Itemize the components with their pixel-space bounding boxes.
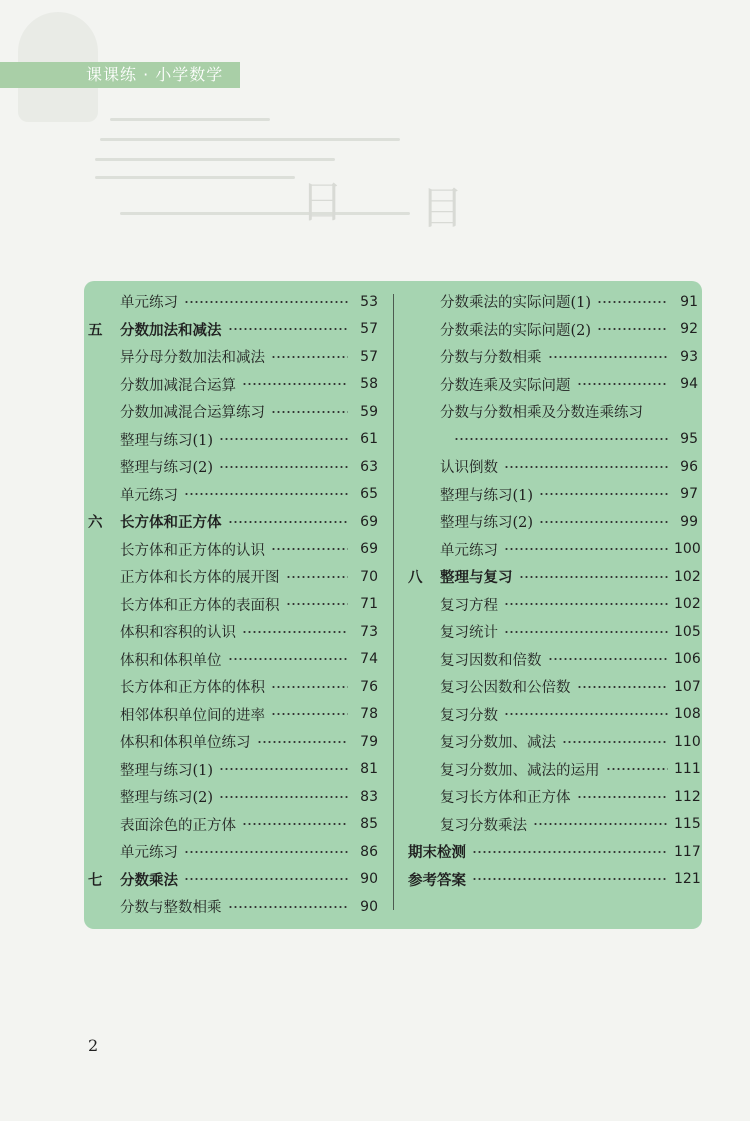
toc-entry[interactable]: 分数加减混合运算 58 (120, 376, 378, 394)
toc-entry-wrapped-title[interactable]: 分数与分数相乘及分数连乘练习 (440, 405, 643, 422)
toc-entry[interactable]: 整理与练习(1) 61 (120, 431, 378, 449)
toc-entry-wrapped-leader[interactable]: 95 (408, 426, 698, 454)
toc-entry[interactable]: 体积和体积单位 74 (120, 651, 378, 669)
toc-entry[interactable]: 复习分数 108 (440, 706, 701, 724)
toc-entry[interactable]: 分数乘法的实际问题(2) 92 (440, 321, 698, 339)
toc-entry[interactable]: 分数乘法的实际问题(1) 91 (440, 293, 698, 312)
toc-chapter[interactable]: 五 分数加法和减法 57 (88, 321, 378, 339)
toc-entry[interactable]: 复习分数加、减法的运用 111 (440, 761, 701, 779)
toc-chapter[interactable]: 七 分数乘法 90 (88, 871, 378, 889)
toc-entry[interactable]: 单元练习 65 (120, 486, 378, 504)
bleed-through-line (120, 212, 410, 215)
toc-entry[interactable]: 长方体和正方体的认识 69 (120, 541, 378, 559)
toc-entry[interactable]: 整理与练习(1) 97 (440, 486, 698, 504)
toc-entry[interactable]: 分数连乘及实际问题 94 (440, 376, 698, 394)
toc-entry[interactable]: 分数加减混合运算练习 59 (120, 403, 378, 422)
toc-entry[interactable]: 认识倒数 96 (440, 458, 698, 477)
bleed-through-glyph: 日 (300, 177, 344, 228)
toc-entry[interactable]: 单元练习 53 (120, 293, 378, 312)
toc-section-answers[interactable]: 参考答案 121 (408, 871, 701, 889)
bleed-through-line (100, 138, 400, 141)
toc-entry[interactable]: 正方体和长方体的展开图 70 (120, 568, 378, 587)
toc-entry[interactable]: 整理与练习(1) 81 (120, 761, 378, 779)
toc-entry[interactable]: 复习公因数和公倍数 107 (440, 678, 701, 697)
bleed-through-line (95, 176, 295, 179)
bleed-through-line (95, 158, 335, 161)
toc-right-column (408, 288, 701, 893)
toc-entry[interactable]: 复习长方体和正方体 112 (440, 788, 701, 807)
bleed-through-line (110, 118, 270, 121)
toc-left-column (88, 288, 378, 921)
toc-entry[interactable]: 整理与练习(2) 83 (120, 788, 378, 807)
toc-entry[interactable]: 表面涂色的正方体 85 (120, 816, 378, 834)
toc-entry[interactable]: 长方体和正方体的体积 76 (120, 678, 378, 697)
toc-entry[interactable]: 复习分数加、减法 110 (440, 733, 701, 752)
column-divider (393, 294, 394, 910)
toc-entry[interactable]: 复习方程 102 (440, 596, 701, 614)
toc-entry[interactable]: 单元练习 86 (120, 843, 378, 862)
running-header: 课课练 · 小学数学 (86, 65, 224, 84)
toc-entry[interactable]: 异分母分数加法和减法 57 (120, 348, 378, 367)
toc-entry[interactable]: 单元练习 100 (440, 541, 701, 559)
toc-entry[interactable]: 相邻体积单位间的进率 78 (120, 706, 378, 724)
toc-entry[interactable]: 分数与整数相乘 90 (120, 898, 378, 917)
toc-entry[interactable]: 复习统计 105 (440, 623, 701, 642)
toc-chapter[interactable]: 六 长方体和正方体 69 (88, 513, 378, 532)
toc-entry[interactable]: 整理与练习(2) 99 (440, 513, 698, 532)
toc-entry[interactable]: 整理与练习(2) 63 (120, 458, 378, 477)
page-number: 2 (88, 1036, 99, 1055)
bleed-through-glyph: 目 (420, 183, 464, 234)
toc-entry[interactable]: 复习分数乘法 115 (440, 816, 701, 834)
toc-entry[interactable]: 分数与分数相乘 93 (440, 348, 698, 367)
toc-entry[interactable]: 体积和体积单位练习 79 (120, 733, 378, 752)
toc-entry[interactable]: 长方体和正方体的表面积 71 (120, 596, 378, 614)
toc-entry[interactable]: 体积和容积的认识 73 (120, 623, 378, 642)
toc-section-final-exam[interactable]: 期末检测 117 (408, 843, 701, 862)
toc-entry[interactable]: 复习因数和倍数 106 (440, 651, 701, 669)
toc-chapter[interactable]: 八 整理与复习 102 (408, 568, 701, 587)
